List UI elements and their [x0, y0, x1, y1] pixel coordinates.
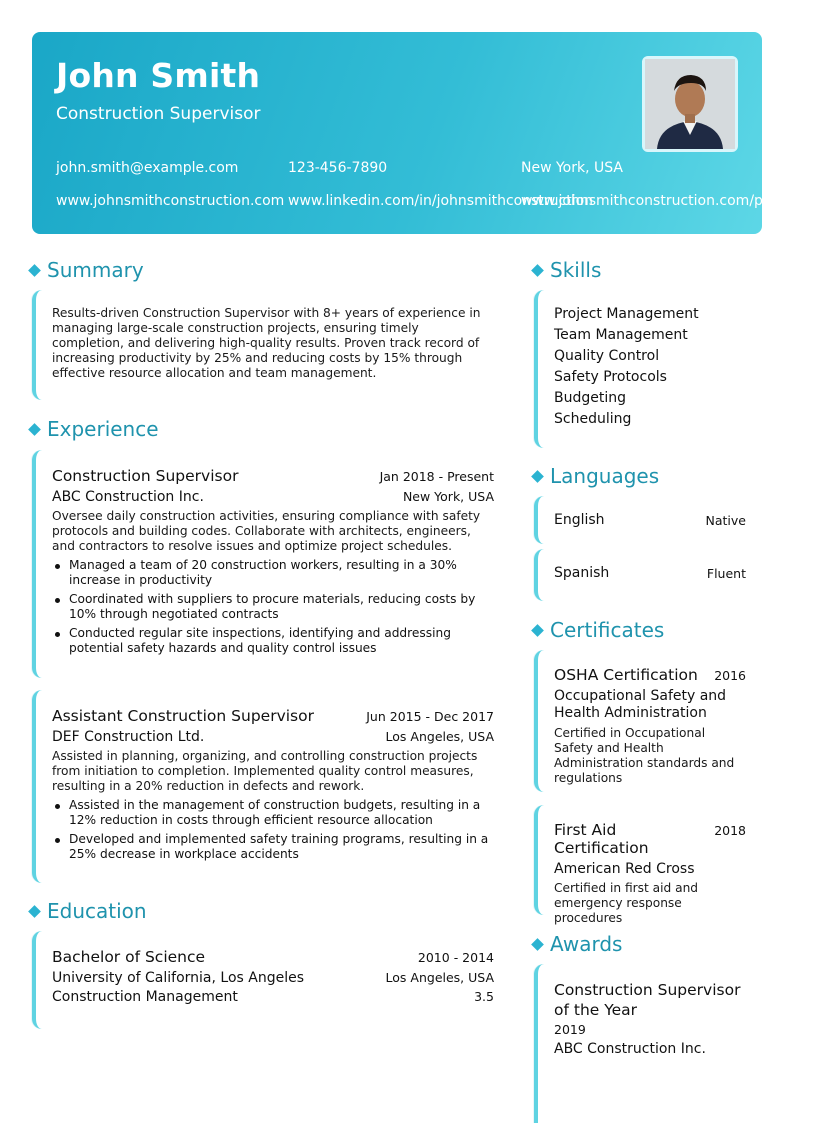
skill-item: Project Management	[554, 306, 699, 322]
company-name: ABC Construction Inc.	[52, 489, 204, 505]
experience-heading	[30, 417, 159, 441]
job-dates: Jun 2015 - Dec 2017	[366, 709, 494, 724]
skills-heading-label: Skills	[550, 258, 602, 282]
certificate-issuer: American Red Cross	[554, 861, 695, 877]
job-description: Assisted in planning, organizing, and controlling construction projects from initiation to completion. Implemented quality control measures, resulting in a 20% reduction in defects and rework.	[52, 749, 478, 793]
diamond-icon	[28, 423, 41, 436]
diamond-icon	[531, 624, 544, 637]
contact-portfolio[interactable]: www.johnsmithconstruction.com/portfolio	[521, 193, 813, 209]
contact-location: New York, USA	[521, 160, 623, 176]
certificate-card-2	[534, 805, 762, 925]
job-location: Los Angeles, USA	[385, 729, 494, 744]
job-location: New York, USA	[402, 489, 494, 504]
language-card-1	[534, 496, 762, 544]
experience-card-2	[32, 690, 497, 883]
skills-heading	[533, 258, 601, 282]
degree: Bachelor of Science	[52, 948, 206, 966]
skills-card	[534, 290, 762, 448]
language-level: Native	[705, 512, 746, 528]
certificate-issuer: Occupational Safety and Health Administration	[554, 688, 727, 721]
diamond-icon	[531, 470, 544, 483]
contact-linkedin[interactable]: www.linkedin.com/in/johnsmithconstruction	[288, 193, 594, 209]
field-of-study: Construction Management	[52, 989, 238, 1005]
awards-heading	[533, 932, 622, 956]
job-bullet: Assisted in the management of construction budgets, resulting in a 12% reduction in costs through efficient resource allocation	[52, 798, 494, 828]
award-card	[534, 964, 762, 1123]
summary-heading-label: Summary	[47, 258, 144, 282]
languages-heading	[533, 464, 659, 488]
skill-item: Budgeting	[554, 390, 627, 406]
summary-text: Results-driven Construction Supervisor with 8+ years of experience in managing large-scale construction projects, ensuring timely completion, and delivering high-quality results. Proven track record of increasing productivity by 25% and reducing costs by 15% through effective resource allocation and team management.	[52, 306, 481, 380]
summary-heading	[30, 258, 144, 282]
certificate-description: Certified in first aid and emergency response procedures	[554, 881, 699, 925]
resume-header	[32, 32, 813, 234]
contact-email[interactable]: john.smith@example.com	[56, 160, 239, 176]
education-card	[32, 931, 497, 1029]
skill-item: Team Management	[554, 327, 688, 343]
job-title: Assistant Construction Supervisor	[52, 707, 314, 725]
company-name: DEF Construction Ltd.	[52, 729, 205, 745]
profile-photo	[642, 56, 738, 152]
diamond-icon	[531, 938, 544, 951]
language-level: Fluent	[706, 565, 746, 581]
job-title-headline: Construction Supervisor	[56, 104, 261, 124]
diamond-icon	[531, 264, 544, 277]
job-description: Oversee daily construction activities, ensuring compliance with safety protocols and building codes. Collaborate with architects, engineers, and contractors to resolve issues and optimize project schedules.	[52, 509, 481, 553]
certificates-heading	[533, 618, 664, 642]
award-name: Construction Supervisor of the Year	[554, 981, 741, 1019]
experience-heading-label: Experience	[47, 417, 159, 441]
language-name: English	[554, 512, 605, 528]
full-name: John Smith	[56, 56, 261, 95]
job-dates: Jan 2018 - Present	[379, 469, 494, 484]
job-bullet: Conducted regular site inspections, identifying and addressing potential safety hazards and quality control issues	[52, 626, 494, 656]
contact-phone[interactable]: 123-456-7890	[288, 160, 388, 176]
job-title: Construction Supervisor	[52, 467, 239, 485]
education-dates: 2010 - 2014	[417, 950, 494, 965]
person-avatar-icon	[645, 59, 735, 149]
language-name: Spanish	[554, 565, 610, 581]
certificate-name: First Aid Certification	[554, 821, 649, 857]
education-heading	[30, 899, 147, 923]
skill-item: Quality Control	[554, 348, 660, 364]
languages-heading-label: Languages	[550, 464, 660, 488]
certificate-name: OSHA Certification	[554, 666, 698, 684]
summary-card	[32, 290, 497, 400]
school-location: Los Angeles, USA	[385, 970, 494, 985]
education-heading-label: Education	[47, 899, 147, 923]
contact-website[interactable]: www.johnsmithconstruction.com	[56, 193, 285, 209]
skill-item: Scheduling	[554, 411, 632, 427]
certificate-year: 2016	[714, 668, 746, 683]
job-bullet: Managed a team of 20 construction workers, resulting in a 30% increase in productivity	[52, 558, 494, 588]
job-bullet: Developed and implemented safety training programs, resulting in a 25% decrease in workplace accidents	[52, 832, 494, 862]
certificate-year: 2018	[714, 823, 746, 838]
award-year: 2019	[554, 1022, 586, 1037]
certificate-description: Certified in Occupational Safety and Health Administration standards and regulations	[554, 726, 735, 785]
diamond-icon	[28, 264, 41, 277]
experience-card-1	[32, 450, 497, 678]
certificates-heading-label: Certificates	[550, 618, 665, 642]
gpa: 3.5	[474, 989, 494, 1004]
school-name: University of California, Los Angeles	[52, 970, 305, 986]
job-bullet: Coordinated with suppliers to procure materials, reducing costs by 10% through negotiated contracts	[52, 592, 494, 622]
language-card-2	[534, 549, 762, 601]
awards-heading-label: Awards	[550, 932, 623, 956]
diamond-icon	[28, 905, 41, 918]
skill-item: Safety Protocols	[554, 369, 667, 385]
award-issuer: ABC Construction Inc.	[554, 1041, 706, 1057]
certificate-card-1	[534, 650, 762, 792]
